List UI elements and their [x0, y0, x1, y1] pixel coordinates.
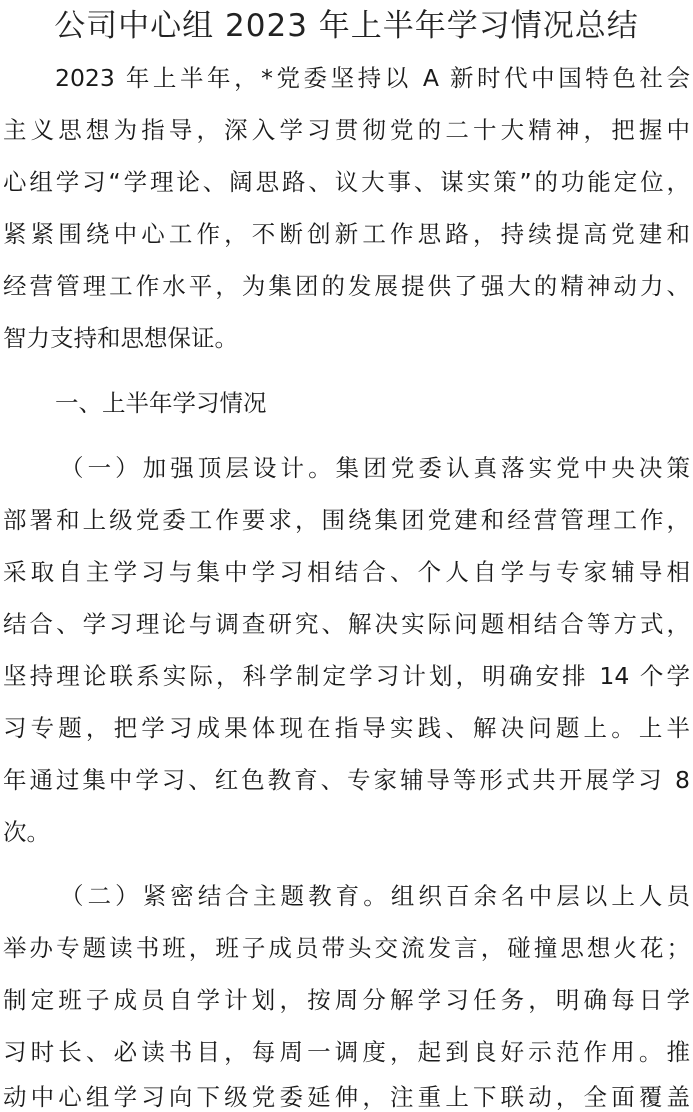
- paragraph-line: 次。: [3, 818, 50, 846]
- paragraph-line: 心组学习“学理论、阔思路、议大事、谋实策”的功能定位，: [3, 168, 690, 196]
- paragraph-line: 动中心组学习向下级党委延伸，注重上下联动，全面覆盖: [3, 1083, 690, 1111]
- section-heading: 一、上半年学习情况: [55, 389, 267, 417]
- paragraph-line: 主义思想为指导，深入学习贯彻党的二十大精神，把握中: [3, 116, 690, 144]
- paragraph-line: 年通过集中学习、红色教育、专家辅导等形式共开展学习 8: [3, 766, 690, 794]
- paragraph-line: 制定班子成员自学计划，按周分解学习任务，明确每日学: [3, 986, 690, 1014]
- document-title: 公司中心组 2023 年上半年学习情况总结: [54, 8, 639, 44]
- paragraph-line: 习专题，把学习成果体现在指导实践、解决问题上。上半: [3, 714, 690, 742]
- paragraph-line: 经营管理工作水平，为集团的发展提供了强大的精神动力、: [3, 272, 690, 300]
- paragraph-line: （一）加强顶层设计。集团党委认真落实党中央决策: [60, 454, 690, 482]
- paragraph-line: 举办专题读书班，班子成员带头交流发言，碰撞思想火花；: [3, 934, 690, 962]
- paragraph-line: 结合、学习理论与调查研究、解决实际问题相结合等方式，: [3, 610, 690, 638]
- paragraph-line: （二）紧密结合主题教育。组织百余名中层以上人员: [60, 882, 690, 910]
- paragraph-line: 采取自主学习与集中学习相结合、个人自学与专家辅导相: [3, 558, 690, 586]
- paragraph-line: 习时长、必读书目，每周一调度，起到良好示范作用。推: [3, 1038, 690, 1066]
- paragraph-line: 部署和上级党委工作要求，围绕集团党建和经营管理工作，: [3, 506, 690, 534]
- paragraph-line: 紧紧围绕中心工作，不断创新工作思路，持续提高党建和: [3, 220, 690, 248]
- paragraph-line: 2023 年上半年，*党委坚持以 A 新时代中国特色社会: [55, 64, 690, 92]
- paragraph-line: 坚持理论联系实际，科学制定学习计划，明确安排 14 个学: [3, 662, 690, 690]
- paragraph-line: 智力支持和思想保证。: [3, 324, 238, 352]
